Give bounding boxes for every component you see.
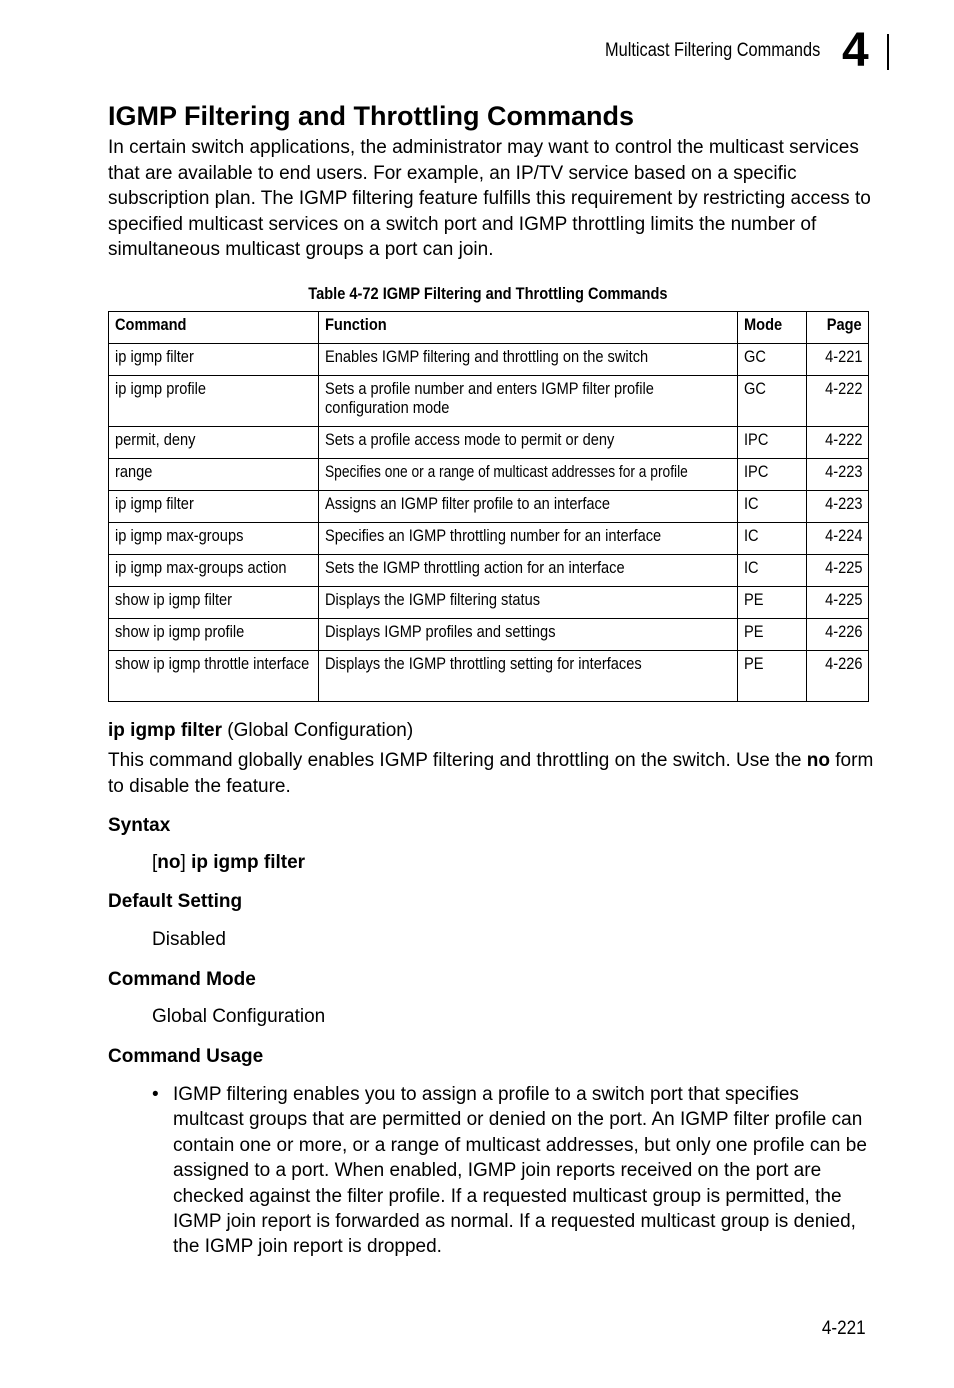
cell-mode: IC bbox=[738, 555, 807, 587]
cell-command: permit, deny bbox=[109, 427, 319, 459]
command-heading bbox=[108, 720, 413, 742]
col-header-page: Page bbox=[807, 312, 869, 344]
table-caption bbox=[108, 284, 868, 304]
page-number: 4-221 bbox=[822, 1318, 866, 1339]
cell-page: 4-226 bbox=[807, 651, 869, 702]
table-row bbox=[109, 427, 869, 459]
syntax-close-bracket: ] bbox=[180, 852, 192, 873]
cell-page: 4-221 bbox=[807, 344, 869, 376]
command-usage-heading: Command Usage bbox=[108, 1046, 264, 1067]
table-row bbox=[109, 587, 869, 619]
command-context: (Global Configuration) bbox=[227, 720, 414, 741]
cell-mode: GC bbox=[738, 376, 807, 427]
cell-command: show ip igmp filter bbox=[109, 587, 319, 619]
cell-page: 4-222 bbox=[807, 427, 869, 459]
cell-mode: GC bbox=[738, 344, 807, 376]
cell-page: 4-223 bbox=[807, 491, 869, 523]
syntax-heading: Syntax bbox=[108, 815, 171, 836]
command-mode-value: Global Configuration bbox=[152, 1006, 326, 1027]
col-header-mode: Mode bbox=[738, 312, 807, 344]
cell-function: Sets the IGMP throttling action for an interface bbox=[319, 555, 738, 587]
command-name: ip igmp filter bbox=[108, 720, 222, 741]
commands-table bbox=[108, 311, 869, 702]
cell-function: Displays the IGMP throttling setting for interfaces bbox=[319, 651, 738, 702]
cell-function: Specifies an IGMP throttling number for an interface bbox=[319, 523, 738, 555]
cell-command: show ip igmp profile bbox=[109, 619, 319, 651]
cell-mode: IC bbox=[738, 523, 807, 555]
cell-mode: PE bbox=[738, 651, 807, 702]
cell-function: Specifies one or a range of multicast addresses for a profile bbox=[319, 459, 738, 491]
table-row bbox=[109, 651, 869, 702]
command-description-keyword: no bbox=[806, 750, 830, 771]
table-row bbox=[109, 376, 869, 427]
cell-command: ip igmp filter bbox=[109, 491, 319, 523]
command-description bbox=[108, 748, 878, 799]
command-description-end: form to disable the feature. bbox=[108, 750, 874, 797]
cell-page: 4-225 bbox=[807, 555, 869, 587]
command-mode-heading: Command Mode bbox=[108, 969, 256, 990]
table-row bbox=[109, 491, 869, 523]
page-title: IGMP Filtering and Throttling Commands bbox=[108, 101, 634, 131]
cell-function: Displays the IGMP filtering status bbox=[319, 587, 738, 619]
cell-page: 4-222 bbox=[807, 376, 869, 427]
cell-function: Sets a profile access mode to permit or deny bbox=[319, 427, 738, 459]
usage-text: IGMP filtering enables you to assign a profile to a switch port that specifies multcast groups that are permitted or denied on the port. An IGMP filter profile can contain one or more, or a range of multicast addresses, but only one profile can be assigned to a port. When enabled, IGMP join reports received on the port are checked against the filter profile. If a requested multicast group is permitted, the IGMP join report is forwarded as normal. If a requested multicast group is denied, the IGMP join report is dropped. bbox=[173, 1084, 867, 1258]
table-row bbox=[109, 619, 869, 651]
default-setting-value: Disabled bbox=[152, 929, 226, 950]
table-row bbox=[109, 555, 869, 587]
default-setting-heading: Default Setting bbox=[108, 891, 243, 912]
bullet-marker: • bbox=[152, 1084, 159, 1105]
chapter-tab-rule bbox=[887, 34, 889, 70]
running-header-title: Multicast Filtering Commands bbox=[604, 40, 820, 61]
usage-list-item bbox=[152, 1082, 872, 1260]
cell-command: ip igmp max-groups bbox=[109, 523, 319, 555]
cell-command: ip igmp profile bbox=[109, 376, 319, 427]
cell-page: 4-225 bbox=[807, 587, 869, 619]
col-header-function: Function bbox=[319, 312, 738, 344]
cell-mode: IPC bbox=[738, 459, 807, 491]
intro-paragraph: In certain switch applications, the administrator may want to control the multicast services that are available to end users. For example, an IP/TV service based on a specific subscription plan. The IGMP filtering feature fulfills this requirement by restricting access to specified multicast services on a switch port and IGMP throttling limits the number of simultaneous multicast groups a port can join. bbox=[108, 137, 871, 261]
cell-mode: IC bbox=[738, 491, 807, 523]
cell-command: range bbox=[109, 459, 319, 491]
cell-function: Enables IGMP filtering and throttling on the switch bbox=[319, 344, 738, 376]
table-row bbox=[109, 523, 869, 555]
command-description-start: This command globally enables IGMP filtering and throttling on the switch. Use the bbox=[108, 750, 807, 771]
cell-command: ip igmp filter bbox=[109, 344, 319, 376]
cell-page: 4-226 bbox=[807, 619, 869, 651]
table-row bbox=[109, 344, 869, 376]
cell-function: Sets a profile number and enters IGMP filter profile configuration mode bbox=[319, 376, 738, 427]
syntax-line bbox=[152, 852, 305, 874]
cell-page: 4-224 bbox=[807, 523, 869, 555]
table-header-row bbox=[109, 312, 869, 344]
table-caption-text: Table 4-72 IGMP Filtering and Throttling Commands bbox=[308, 284, 668, 303]
table-row bbox=[109, 459, 869, 491]
syntax-no-keyword: no bbox=[157, 852, 181, 873]
syntax-open-bracket: [ bbox=[152, 852, 158, 873]
cell-function: Displays IGMP profiles and settings bbox=[319, 619, 738, 651]
cell-command: ip igmp max-groups action bbox=[109, 555, 319, 587]
cell-mode: PE bbox=[738, 587, 807, 619]
chapter-number: 4 bbox=[842, 24, 869, 77]
cell-mode: PE bbox=[738, 619, 807, 651]
cell-mode: IPC bbox=[738, 427, 807, 459]
cell-function: Assigns an IGMP filter profile to an interface bbox=[319, 491, 738, 523]
cell-page: 4-223 bbox=[807, 459, 869, 491]
cell-command: show ip igmp throttle interface bbox=[109, 651, 319, 702]
col-header-command: Command bbox=[109, 312, 319, 344]
syntax-command: ip igmp filter bbox=[191, 852, 306, 873]
